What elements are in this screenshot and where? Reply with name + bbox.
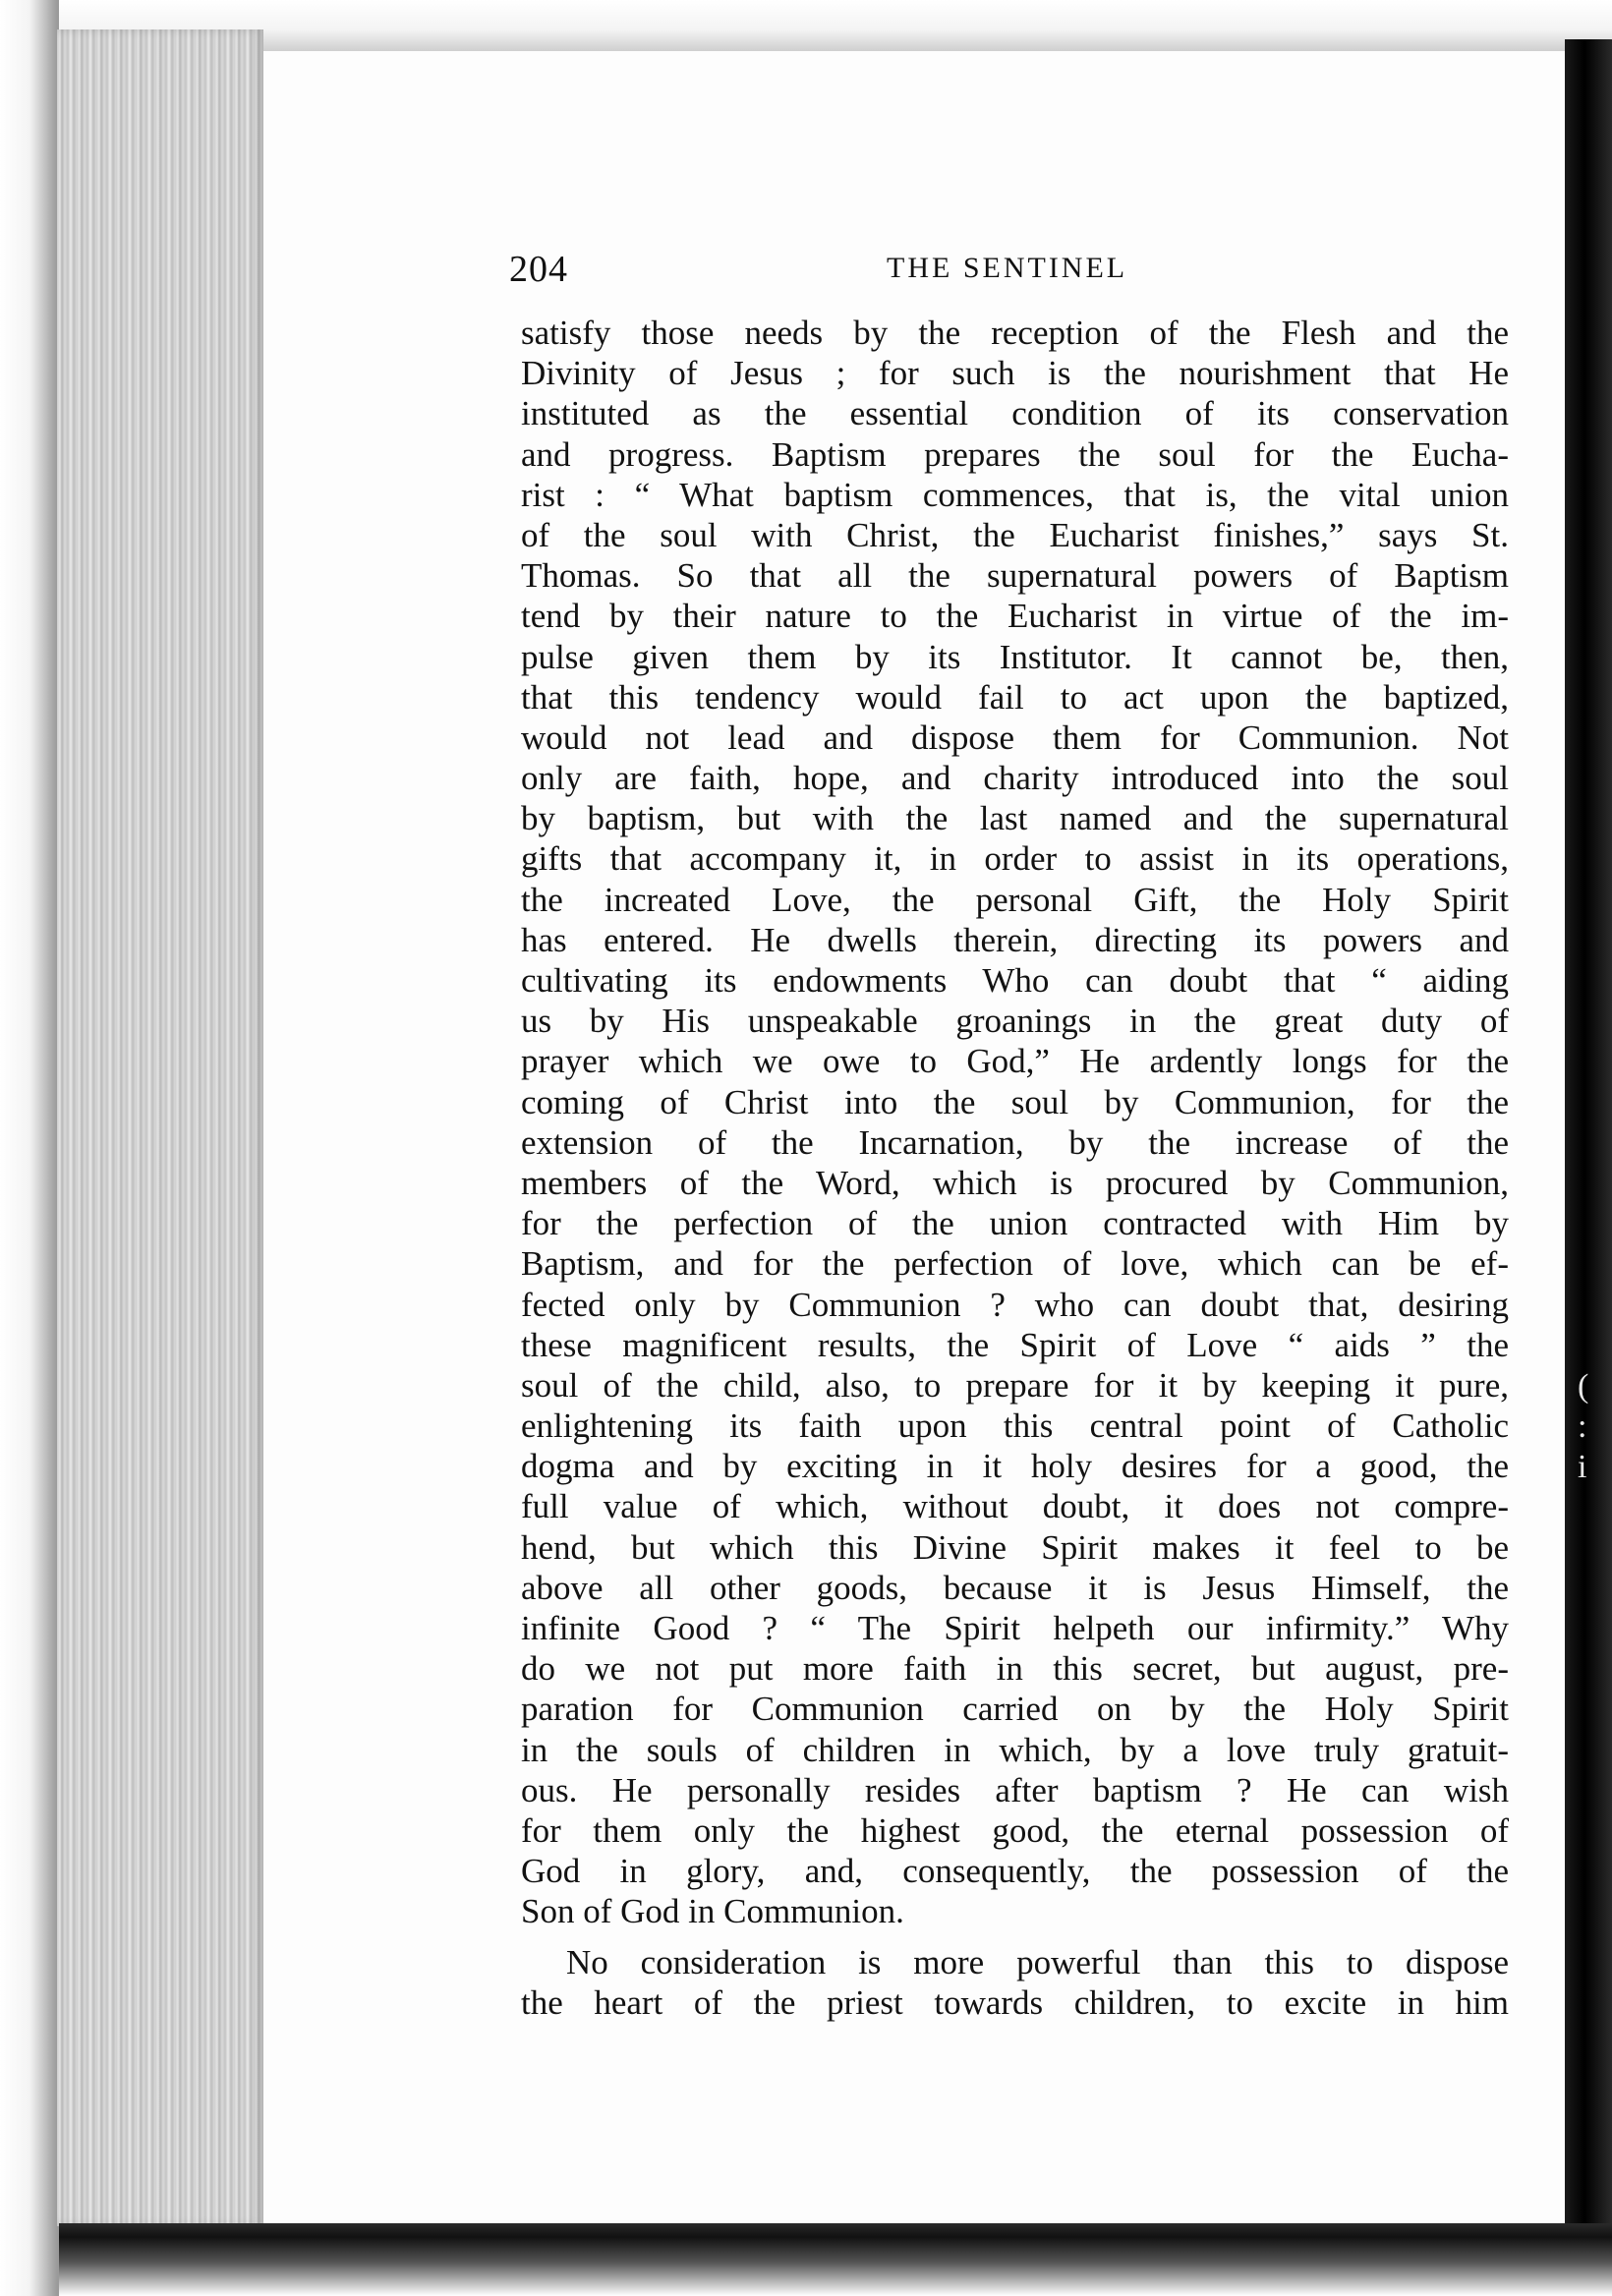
next-page-glyph: : [1578, 1408, 1587, 1445]
book-page-edges [57, 29, 263, 2226]
text-line: coming of Christ into the soul by Communion, for the [521, 1082, 1509, 1121]
book-top-edge [59, 0, 1612, 51]
text-line: Thomas. So that all the supernatural powers of Baptism [521, 556, 1509, 596]
text-line: members of the Word, which is procured by Communion, [521, 1163, 1509, 1202]
book-gutter [1565, 39, 1612, 2231]
text-line: the increated Love, the personal Gift, the Holy Spirit [521, 880, 1509, 919]
text-line: that this tendency would fail to act upon the baptized, [521, 677, 1509, 717]
text-line: the heart of the priest towards children, to excite in him [521, 1982, 1509, 2022]
text-line: of the soul with Christ, the Eucharist finishes,” says St. [521, 515, 1509, 554]
text-line: hend, but which this Divine Spirit makes it feel to be [521, 1527, 1509, 1567]
text-line: enlightening its faith upon this central point of Catholic [521, 1406, 1509, 1446]
text-line: pulse given them by its Institutor. It cannot be, then, [521, 637, 1509, 676]
page-header [509, 248, 1531, 291]
text-line: Son of God in Communion. [521, 1892, 904, 1931]
next-page-glyph: ( [1578, 1368, 1589, 1405]
text-line: only are faith, hope, and charity introduced into the soul [521, 759, 1509, 798]
text-line: in the souls of children in which, by a love truly gratuit- [521, 1730, 1509, 1769]
scan-left-margin [0, 0, 59, 2296]
book-bottom-edge [59, 2223, 1612, 2296]
text-line: instituted as the essential condition of its conservation [521, 394, 1509, 433]
text-line: us by His unspeakable groanings in the great duty of [521, 1002, 1509, 1041]
text-line: prayer which we owe to God,” He ardently longs for the [521, 1042, 1509, 1081]
text-line: Baptism, and for the perfection of love, which can be ef- [521, 1244, 1509, 1284]
running-head: THE SENTINEL [887, 252, 1128, 284]
text-line: cultivating its endowments Who can doubt that “ aiding [521, 961, 1509, 1000]
text-line: fected only by Communion ? who can doubt that, desiring [521, 1285, 1509, 1324]
text-line: for them only the highest good, the eternal possession of [521, 1810, 1509, 1850]
next-page-sliver [1578, 1366, 1612, 1487]
next-page-glyph: i [1578, 1449, 1587, 1485]
text-line: soul of the child, also, to prepare for it by keeping it pure, [521, 1365, 1509, 1405]
text-line: do we not put more faith in this secret, but august, pre- [521, 1649, 1509, 1689]
paragraph-gap [521, 1932, 1509, 1942]
body-text [521, 313, 1509, 2023]
text-line: dogma and by exciting in it holy desires for a good, the [521, 1447, 1509, 1486]
text-line: and progress. Baptism prepares the soul for the Eucha- [521, 434, 1509, 474]
text-line: satisfy those needs by the reception of the Flesh and the [521, 314, 1509, 352]
text-line: extension of the Incarnation, by the increase of the [521, 1122, 1509, 1162]
text-line: rist : “ What baptism commences, that is, the vital union [521, 475, 1509, 514]
paragraph [521, 1942, 1509, 2023]
text-line: for the perfection of the union contracted with Him by [521, 1204, 1509, 1243]
text-line: No consideration is more powerful than this to dispose [566, 1942, 1509, 1981]
text-line: by baptism, but with the last named and the supernatural [521, 799, 1509, 838]
text-line: has entered. He dwells therein, directing its powers and [521, 920, 1509, 959]
text-line: infinite Good ? “ The Spirit helpeth our infirmity.” Why [521, 1609, 1509, 1647]
text-line: tend by their nature to the Eucharist in virtue of the im- [521, 597, 1509, 636]
paragraph [521, 313, 1509, 1932]
text-line: gifts that accompany it, in order to assist in its operations, [521, 839, 1509, 879]
text-line: God in glory, and, consequently, the possession of the [521, 1852, 1509, 1891]
text-line: ous. He personally resides after baptism ? He can wish [521, 1770, 1509, 1809]
text-line: full value of which, without doubt, it does not compre- [521, 1487, 1509, 1526]
text-line: Divinity of Jesus ; for such is the nourishment that He [521, 354, 1509, 393]
text-line: above all other goods, because it is Jesus Himself, the [521, 1568, 1509, 1607]
text-line: these magnificent results, the Spirit of Love “ aids ” the [521, 1325, 1509, 1364]
text-line: would not lead and dispose them for Communion. Not [521, 718, 1509, 757]
text-line: paration for Communion carried on by the Holy Spirit [521, 1690, 1509, 1729]
page-number: 204 [509, 249, 568, 290]
